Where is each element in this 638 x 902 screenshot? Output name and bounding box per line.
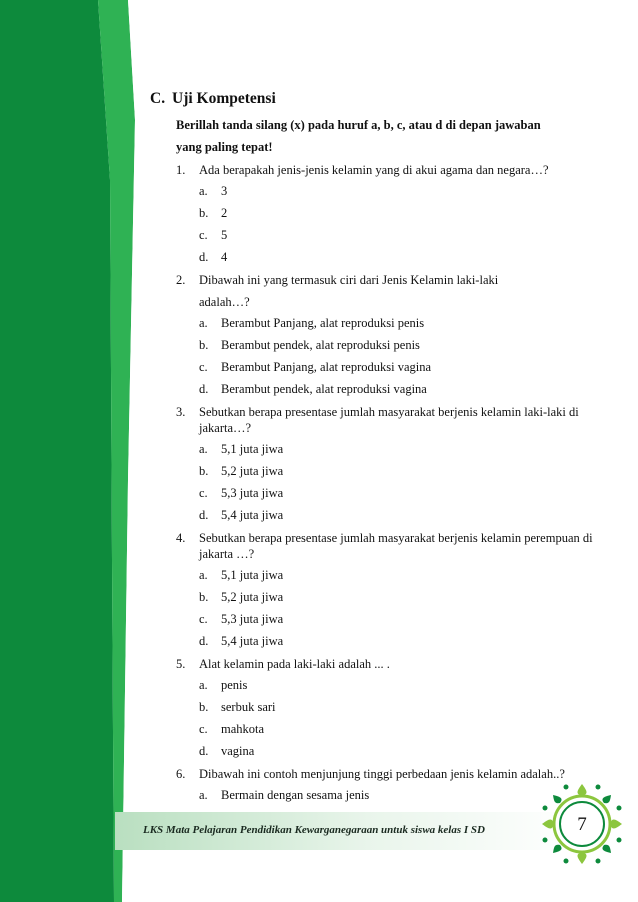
question-text: Dibawah ini yang termasuk ciri dari Jenis Kelamin laki-laki xyxy=(199,273,499,287)
question-text: Dibawah ini contoh menjunjung tinggi perbedaan jenis kelamin adalah..? xyxy=(199,767,565,781)
option-letter: c. xyxy=(199,228,208,242)
instruction-line-1: Berillah tanda silang (x) pada huruf a, b, c, atau d di depan jawaban xyxy=(176,118,541,132)
question-text: jakarta …? xyxy=(199,547,255,561)
instruction-line-2: yang paling tepat! xyxy=(176,140,273,154)
option-text: 5,3 juta jiwa xyxy=(221,612,284,626)
section-heading xyxy=(150,90,276,108)
option-text: 5,1 juta jiwa xyxy=(221,442,284,456)
question-number: 1. xyxy=(176,163,186,177)
question-text: adalah…? xyxy=(199,295,250,309)
question-number: 3. xyxy=(176,405,186,419)
option-letter: b. xyxy=(199,700,209,714)
option-text: 5,4 juta jiwa xyxy=(221,634,284,648)
question-number: 2. xyxy=(176,273,186,287)
footer-text: LKS Mata Pelajaran Pendidikan Kewarganegaraan untuk siswa kelas I SD xyxy=(143,824,485,836)
option-letter: b. xyxy=(199,464,209,478)
option-text: serbuk sari xyxy=(221,700,276,714)
option-letter: c. xyxy=(199,360,208,374)
option-text: Berambut Panjang, alat reproduksi vagina xyxy=(221,360,432,374)
option-letter: a. xyxy=(199,788,208,802)
option-text: 5,2 juta jiwa xyxy=(221,464,284,478)
option-text: penis xyxy=(221,678,248,692)
option-letter: b. xyxy=(199,338,209,352)
option-letter: a. xyxy=(199,316,208,330)
option-letter: b. xyxy=(199,590,209,604)
option-letter: c. xyxy=(199,486,208,500)
option-text: vagina xyxy=(221,744,255,758)
option-text: 5,1 juta jiwa xyxy=(221,568,284,582)
option-letter: a. xyxy=(199,442,208,456)
option-text: 2 xyxy=(221,206,228,220)
question-text: Ada berapakah jenis-jenis kelamin yang di akui agama dan negara…? xyxy=(199,163,549,177)
section-title: Uji Kompetensi xyxy=(172,90,276,107)
option-text: 5,4 juta jiwa xyxy=(221,508,284,522)
option-letter: d. xyxy=(199,250,209,264)
option-text: Bermain dengan sesama jenis xyxy=(221,788,370,802)
section-letter: C. xyxy=(150,90,166,107)
option-letter: d. xyxy=(199,744,209,758)
option-text: Berambut pendek, alat reproduksi penis xyxy=(221,338,420,352)
option-letter: a. xyxy=(199,678,208,692)
question-text: Alat kelamin pada laki-laki adalah ... . xyxy=(199,657,390,671)
question-number: 6. xyxy=(176,767,186,781)
option-text: Berambut pendek, alat reproduksi vagina xyxy=(221,382,427,396)
question-text: Sebutkan berapa presentase jumlah masyarakat berjenis kelamin laki-laki di xyxy=(199,405,579,419)
option-letter: d. xyxy=(199,382,209,396)
question-number: 4. xyxy=(176,531,186,545)
question-text: Sebutkan berapa presentase jumlah masyarakat berjenis kelamin perempuan di xyxy=(199,531,593,545)
option-letter: b. xyxy=(199,206,209,220)
option-text: 5,3 juta jiwa xyxy=(221,486,284,500)
option-letter: c. xyxy=(199,612,208,626)
option-text: 5 xyxy=(221,228,228,242)
option-text: mahkota xyxy=(221,722,265,736)
option-letter: c. xyxy=(199,722,208,736)
option-letter: d. xyxy=(199,508,209,522)
option-letter: a. xyxy=(199,184,208,198)
option-letter: d. xyxy=(199,634,209,648)
option-text: Berambut Panjang, alat reproduksi penis xyxy=(221,316,425,330)
question-text: jakarta…? xyxy=(199,421,252,435)
option-text: 5,2 juta jiwa xyxy=(221,590,284,604)
question-number: 5. xyxy=(176,657,186,671)
option-letter: a. xyxy=(199,568,208,582)
option-text: 4 xyxy=(221,250,228,264)
page-number: 7 xyxy=(577,814,587,835)
option-text: 3 xyxy=(221,184,228,198)
